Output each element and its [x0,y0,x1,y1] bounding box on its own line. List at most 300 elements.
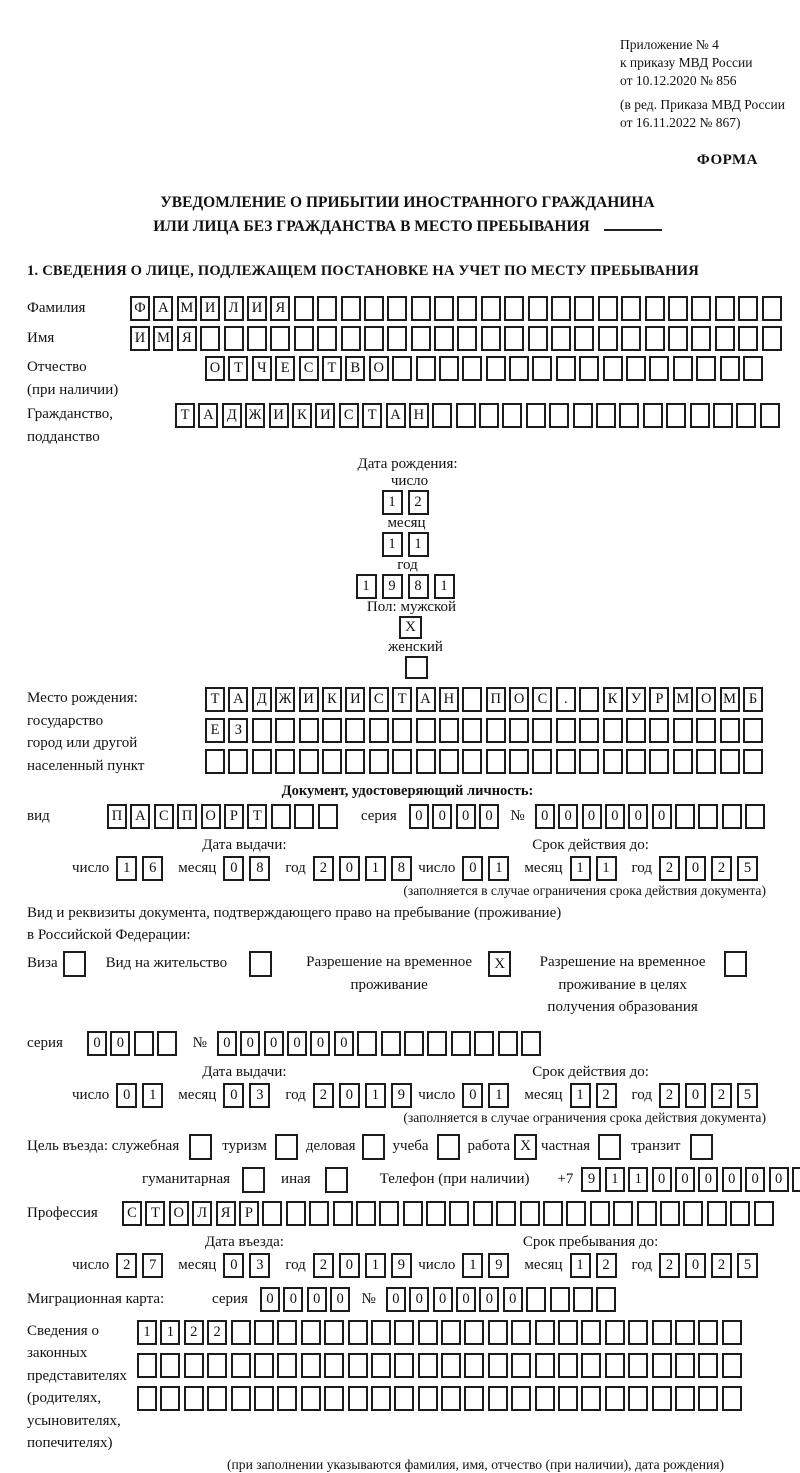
char-box[interactable]: С [532,687,552,712]
char-box[interactable]: 3 [249,1083,270,1108]
char-box[interactable] [441,1320,461,1345]
char-box[interactable]: 0 [722,1167,742,1192]
char-box[interactable]: Я [177,326,197,351]
char-box[interactable]: 9 [488,1253,509,1278]
char-box[interactable] [509,356,529,381]
char-box[interactable] [549,403,569,428]
char-box[interactable] [596,403,616,428]
char-box[interactable] [598,296,618,321]
char-box[interactable] [579,356,599,381]
char-box[interactable]: 2 [207,1320,227,1345]
char-box[interactable] [649,749,669,774]
char-box[interactable]: Л [192,1201,212,1226]
char-box[interactable] [441,1353,461,1378]
char-box[interactable]: 1 [160,1320,180,1345]
char-box[interactable]: 1 [116,856,137,881]
char-box[interactable] [262,1201,282,1226]
char-box[interactable]: 1 [596,856,617,881]
char-box[interactable]: 0 [310,1031,330,1056]
char-box[interactable] [457,296,477,321]
char-box[interactable] [418,1386,438,1411]
char-box[interactable] [462,356,482,381]
char-box[interactable] [275,749,295,774]
char-box[interactable]: 7 [142,1253,163,1278]
char-box[interactable] [371,1320,391,1345]
char-box[interactable] [668,296,688,321]
char-box[interactable]: 0 [287,1031,307,1056]
char-box[interactable] [581,1353,601,1378]
char-box[interactable] [418,1320,438,1345]
char-box[interactable] [309,1201,329,1226]
char-box[interactable] [626,356,646,381]
char-box[interactable] [333,1201,353,1226]
char-box[interactable]: 5 [737,856,758,881]
char-box[interactable]: 0 [503,1287,523,1312]
char-box[interactable] [511,1320,531,1345]
char-box[interactable] [698,1320,718,1345]
temp-residence-checkbox[interactable]: X [488,951,511,977]
char-box[interactable] [543,1201,563,1226]
char-box[interactable] [673,749,693,774]
char-box[interactable]: 1 [365,1253,386,1278]
char-box[interactable] [715,296,735,321]
char-box[interactable]: 0 [628,804,648,829]
char-box[interactable]: 2 [659,856,680,881]
char-box[interactable] [137,1353,157,1378]
char-box[interactable] [720,356,740,381]
char-box[interactable]: С [154,804,174,829]
char-box[interactable]: 0 [685,1253,706,1278]
char-box[interactable] [509,718,529,743]
char-box[interactable]: 2 [313,1253,334,1278]
char-box[interactable] [603,718,623,743]
char-box[interactable] [690,403,710,428]
char-box[interactable] [426,1201,446,1226]
char-box[interactable]: Р [224,804,244,829]
char-box[interactable]: 2 [711,856,732,881]
char-box[interactable]: Т [228,356,248,381]
char-box[interactable]: 0 [456,1287,476,1312]
char-box[interactable]: 0 [283,1287,303,1312]
char-box[interactable]: С [299,356,319,381]
char-box[interactable] [550,1287,570,1312]
char-box[interactable] [341,326,361,351]
char-box[interactable] [652,1320,672,1345]
char-box[interactable] [434,296,454,321]
char-box[interactable]: О [509,687,529,712]
char-box[interactable] [556,718,576,743]
char-box[interactable] [403,1201,423,1226]
char-box[interactable]: 2 [659,1253,680,1278]
char-box[interactable]: Т [322,356,342,381]
char-box[interactable]: А [228,687,248,712]
char-box[interactable]: 0 [409,804,429,829]
purpose-work-checkbox[interactable]: X [514,1134,537,1160]
char-box[interactable]: 1 [628,1167,648,1192]
char-box[interactable] [462,749,482,774]
char-box[interactable]: 1 [488,856,509,881]
char-box[interactable]: И [315,403,335,428]
char-box[interactable]: 0 [462,856,483,881]
char-box[interactable] [275,718,295,743]
char-box[interactable]: 0 [698,1167,718,1192]
char-box[interactable] [532,749,552,774]
residence-permit-checkbox[interactable] [249,951,272,977]
char-box[interactable] [439,718,459,743]
char-box[interactable] [675,1353,695,1378]
char-box[interactable] [277,1320,297,1345]
char-box[interactable]: 8 [391,856,412,881]
purpose-official-checkbox[interactable] [189,1134,212,1160]
char-box[interactable]: . [556,687,576,712]
char-box[interactable] [762,326,782,351]
char-box[interactable] [252,749,272,774]
char-box[interactable] [294,296,314,321]
char-box[interactable]: 0 [87,1031,107,1056]
char-box[interactable] [511,1386,531,1411]
char-box[interactable] [496,1201,516,1226]
char-box[interactable] [628,1320,648,1345]
char-box[interactable] [277,1353,297,1378]
char-box[interactable]: 0 [223,856,244,881]
char-box[interactable]: Т [392,687,412,712]
char-box[interactable] [134,1031,154,1056]
char-box[interactable] [551,296,571,321]
char-box[interactable] [673,356,693,381]
char-box[interactable] [411,296,431,321]
char-box[interactable] [434,326,454,351]
char-box[interactable] [605,1320,625,1345]
char-box[interactable] [207,1386,227,1411]
char-box[interactable] [348,1386,368,1411]
char-box[interactable] [619,403,639,428]
char-box[interactable] [720,718,740,743]
char-box[interactable] [427,1031,447,1056]
char-box[interactable] [317,326,337,351]
char-box[interactable] [411,326,431,351]
char-box[interactable] [488,1320,508,1345]
char-box[interactable] [254,1386,274,1411]
char-box[interactable] [488,1386,508,1411]
char-box[interactable] [722,804,742,829]
char-box[interactable] [416,718,436,743]
char-box[interactable] [715,326,735,351]
char-box[interactable] [231,1320,251,1345]
char-box[interactable]: 1 [462,1253,483,1278]
char-box[interactable] [324,1320,344,1345]
char-box[interactable] [722,1353,742,1378]
char-box[interactable]: 2 [116,1253,137,1278]
char-box[interactable]: 1 [365,856,386,881]
char-box[interactable] [511,1353,531,1378]
char-box[interactable]: В [345,356,365,381]
purpose-humanitarian-checkbox[interactable] [242,1167,265,1193]
char-box[interactable] [730,1201,750,1226]
char-box[interactable] [579,718,599,743]
char-box[interactable]: 0 [330,1287,350,1312]
char-box[interactable] [605,1353,625,1378]
char-box[interactable]: М [673,687,693,712]
char-box[interactable] [713,403,733,428]
char-box[interactable] [481,296,501,321]
char-box[interactable]: Д [222,403,242,428]
char-box[interactable] [228,749,248,774]
char-box[interactable] [324,1386,344,1411]
char-box[interactable] [691,296,711,321]
char-box[interactable] [394,1386,414,1411]
char-box[interactable]: И [130,326,150,351]
char-box[interactable] [666,403,686,428]
char-box[interactable] [270,326,290,351]
char-box[interactable]: 0 [264,1031,284,1056]
char-box[interactable]: А [416,687,436,712]
char-box[interactable] [379,1201,399,1226]
char-box[interactable]: 0 [339,856,360,881]
char-box[interactable] [345,718,365,743]
char-box[interactable] [416,356,436,381]
char-box[interactable]: Я [216,1201,236,1226]
char-box[interactable] [707,1201,727,1226]
char-box[interactable]: 2 [711,1083,732,1108]
char-box[interactable] [698,1353,718,1378]
char-box[interactable] [184,1386,204,1411]
char-box[interactable]: А [130,804,150,829]
char-box[interactable]: П [486,687,506,712]
char-box[interactable] [603,749,623,774]
char-box[interactable] [691,326,711,351]
char-box[interactable] [581,1320,601,1345]
char-box[interactable] [464,1353,484,1378]
char-box[interactable] [754,1201,774,1226]
char-box[interactable] [301,1353,321,1378]
char-box[interactable]: Р [649,687,669,712]
char-box[interactable]: И [247,296,267,321]
char-box[interactable] [439,749,459,774]
char-box[interactable] [418,1353,438,1378]
char-box[interactable] [231,1386,251,1411]
char-box[interactable] [498,1031,518,1056]
char-box[interactable]: Т [145,1201,165,1226]
char-box[interactable] [738,296,758,321]
char-box[interactable]: 1 [434,574,455,599]
char-box[interactable]: С [339,403,359,428]
char-box[interactable] [673,718,693,743]
char-box[interactable] [696,718,716,743]
char-box[interactable] [364,296,384,321]
char-box[interactable] [318,804,338,829]
char-box[interactable] [404,1031,424,1056]
char-box[interactable] [581,1386,601,1411]
char-box[interactable]: 0 [339,1083,360,1108]
char-box[interactable] [621,296,641,321]
char-box[interactable] [598,326,618,351]
char-box[interactable]: И [299,687,319,712]
char-box[interactable] [521,1031,541,1056]
char-box[interactable] [668,326,688,351]
char-box[interactable] [392,356,412,381]
char-box[interactable]: 9 [581,1167,601,1192]
char-box[interactable]: 0 [240,1031,260,1056]
char-box[interactable] [792,1167,800,1192]
char-box[interactable] [348,1353,368,1378]
char-box[interactable]: 0 [409,1287,429,1312]
char-box[interactable]: Н [439,687,459,712]
char-box[interactable]: 0 [432,804,452,829]
char-box[interactable] [645,296,665,321]
char-box[interactable] [381,1031,401,1056]
char-box[interactable]: 2 [659,1083,680,1108]
char-box[interactable] [558,1386,578,1411]
char-box[interactable]: Ф [130,296,150,321]
char-box[interactable] [449,1201,469,1226]
char-box[interactable] [439,356,459,381]
char-box[interactable] [387,326,407,351]
char-box[interactable] [603,356,623,381]
char-box[interactable] [432,403,452,428]
char-box[interactable]: Д [252,687,272,712]
char-box[interactable]: 0 [260,1287,280,1312]
char-box[interactable] [698,804,718,829]
char-box[interactable]: 0 [605,804,625,829]
char-box[interactable]: 0 [307,1287,327,1312]
char-box[interactable] [324,1353,344,1378]
char-box[interactable] [509,749,529,774]
char-box[interactable]: Б [743,687,763,712]
char-box[interactable]: Т [175,403,195,428]
char-box[interactable] [371,1353,391,1378]
char-box[interactable]: 2 [596,1083,617,1108]
char-box[interactable] [520,1201,540,1226]
char-box[interactable] [502,403,522,428]
char-box[interactable] [488,1353,508,1378]
char-box[interactable] [294,326,314,351]
char-box[interactable]: 9 [391,1083,412,1108]
char-box[interactable]: 8 [408,574,429,599]
char-box[interactable]: 2 [408,490,429,515]
char-box[interactable]: 9 [391,1253,412,1278]
char-box[interactable] [317,296,337,321]
char-box[interactable]: Т [205,687,225,712]
char-box[interactable]: 0 [582,804,602,829]
char-box[interactable] [626,718,646,743]
char-box[interactable]: А [153,296,173,321]
char-box[interactable] [364,326,384,351]
char-box[interactable]: И [269,403,289,428]
char-box[interactable] [556,356,576,381]
char-box[interactable] [474,1031,494,1056]
char-box[interactable]: А [198,403,218,428]
char-box[interactable] [371,1386,391,1411]
char-box[interactable]: 0 [334,1031,354,1056]
char-box[interactable]: И [345,687,365,712]
sex-male-checkbox[interactable]: X [399,616,422,639]
char-box[interactable] [369,749,389,774]
purpose-business-checkbox[interactable] [362,1134,385,1160]
char-box[interactable] [736,403,756,428]
char-box[interactable] [683,1201,703,1226]
char-box[interactable] [451,1031,471,1056]
char-box[interactable]: Ж [275,687,295,712]
char-box[interactable] [532,356,552,381]
char-box[interactable] [652,1386,672,1411]
purpose-private-checkbox[interactable] [598,1134,621,1160]
char-box[interactable] [573,1287,593,1312]
char-box[interactable]: Ж [245,403,265,428]
char-box[interactable] [743,356,763,381]
char-box[interactable]: 3 [249,1253,270,1278]
char-box[interactable] [356,1201,376,1226]
char-box[interactable]: 0 [479,804,499,829]
char-box[interactable] [299,749,319,774]
char-box[interactable] [205,749,225,774]
char-box[interactable] [322,718,342,743]
char-box[interactable]: М [177,296,197,321]
char-box[interactable]: И [200,296,220,321]
char-box[interactable] [387,296,407,321]
char-box[interactable]: 5 [737,1253,758,1278]
char-box[interactable] [231,1353,251,1378]
char-box[interactable] [394,1320,414,1345]
char-box[interactable] [643,403,663,428]
char-box[interactable] [294,804,314,829]
char-box[interactable] [462,718,482,743]
char-box[interactable]: 2 [711,1253,732,1278]
char-box[interactable]: 1 [570,1253,591,1278]
char-box[interactable] [160,1386,180,1411]
char-box[interactable] [322,749,342,774]
char-box[interactable] [462,687,482,712]
char-box[interactable]: П [177,804,197,829]
char-box[interactable] [605,1386,625,1411]
char-box[interactable]: 0 [223,1253,244,1278]
char-box[interactable]: 0 [223,1083,244,1108]
char-box[interactable] [613,1201,633,1226]
char-box[interactable] [392,718,412,743]
char-box[interactable]: 0 [652,804,672,829]
char-box[interactable]: 1 [570,1083,591,1108]
char-box[interactable]: О [369,356,389,381]
char-box[interactable]: Т [247,804,267,829]
char-box[interactable]: 0 [479,1287,499,1312]
char-box[interactable]: 0 [433,1287,453,1312]
char-box[interactable]: 1 [382,490,403,515]
char-box[interactable]: 0 [652,1167,672,1192]
sex-female-checkbox[interactable] [405,656,428,679]
char-box[interactable]: 1 [365,1083,386,1108]
char-box[interactable]: Т [362,403,382,428]
char-box[interactable] [357,1031,377,1056]
char-box[interactable]: 0 [675,1167,695,1192]
purpose-other-checkbox[interactable] [325,1167,348,1193]
char-box[interactable] [224,326,244,351]
char-box[interactable]: Я [270,296,290,321]
char-box[interactable]: Р [239,1201,259,1226]
char-box[interactable] [675,804,695,829]
char-box[interactable]: О [696,687,716,712]
char-box[interactable] [590,1201,610,1226]
char-box[interactable]: 8 [249,856,270,881]
char-box[interactable] [535,1386,555,1411]
char-box[interactable] [479,403,499,428]
char-box[interactable] [645,326,665,351]
char-box[interactable] [473,1201,493,1226]
char-box[interactable]: 2 [596,1253,617,1278]
char-box[interactable] [504,326,524,351]
char-box[interactable]: 0 [462,1083,483,1108]
char-box[interactable]: 1 [488,1083,509,1108]
char-box[interactable]: 1 [605,1167,625,1192]
char-box[interactable]: 0 [110,1031,130,1056]
